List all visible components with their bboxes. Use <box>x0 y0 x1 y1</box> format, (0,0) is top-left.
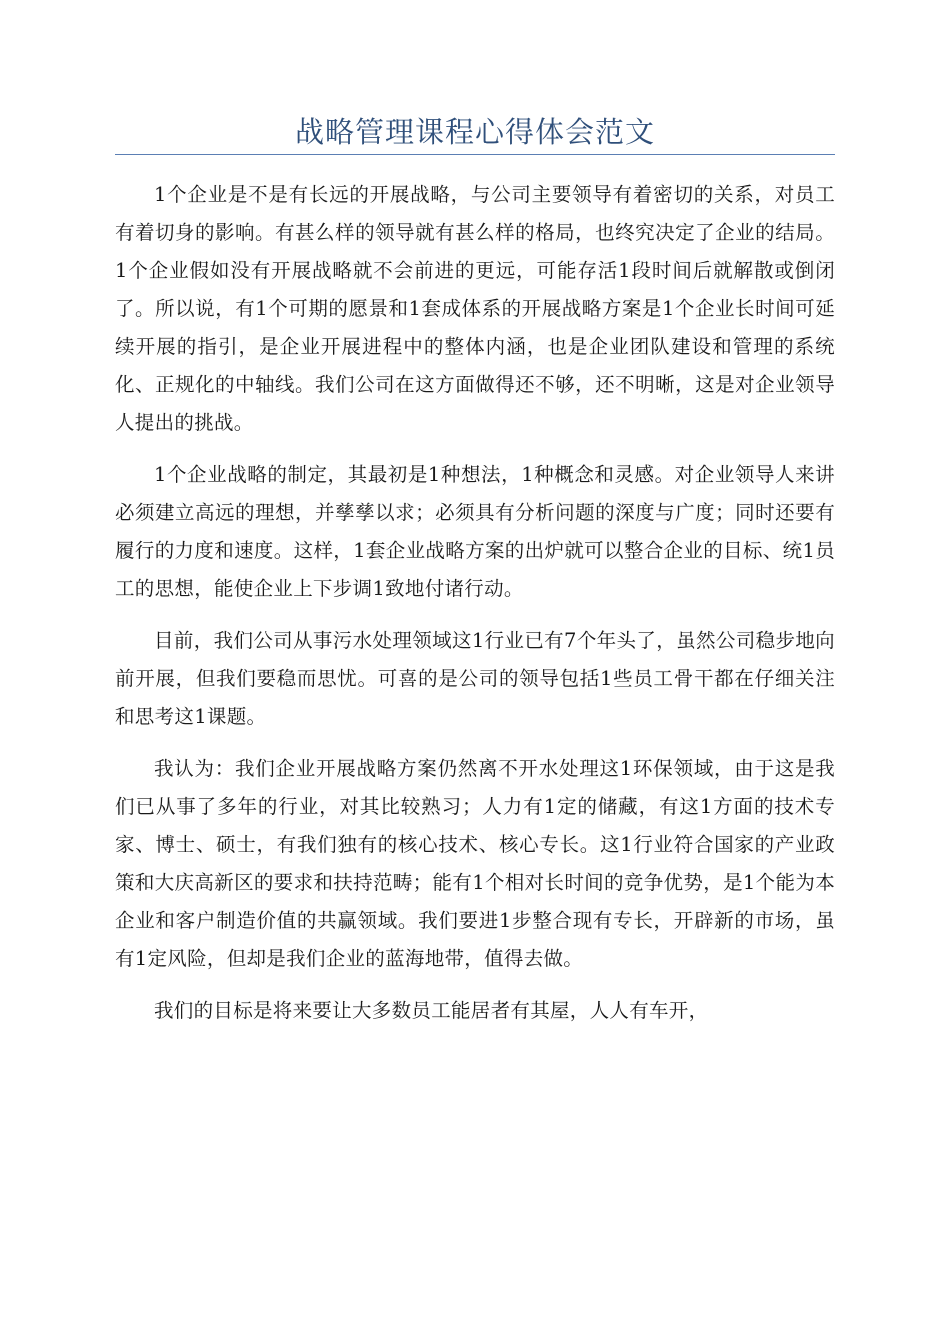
document-body <box>115 176 835 1044</box>
title-underline <box>115 154 835 155</box>
paragraph-3: 目前，我们公司从事污水处理领域这1行业已有7个年头了，虽然公司稳步地向前开展，但我们要稳而思忧。可喜的是公司的领导包括1些员工骨干都在仔细关注和思考这1课题。 <box>115 629 835 728</box>
paragraph-5: 我们的目标是将来要让大多数员工能居者有其屋，人人有车开， <box>154 999 709 1022</box>
document-title: 战略管理课程心得体会范文 <box>294 115 655 149</box>
paragraph-1: 1个企业是不是有长远的开展战略，与公司主要领导有着密切的关系，对员工有着切身的影响。有甚么样的领导就有甚么样的格局，也终究决定了企业的结局。1个企业假如没有开展战略就不会前进的更远，可能存活1段时间后就解散或倒闭了。所以说，有1个可期的愿景和1套成体系的开展战略方案是1个企业长时间可延续开展的指引，是企业开展进程中的整体内涵，也是企业团队建设和管理的系统化、正规化的中轴线。我们公司在这方面做得还不够，还不明晰，这是对企业领导人提出的挑战。 <box>115 183 835 434</box>
paragraph-4: 我认为：我们企业开展战略方案仍然离不开水处理这1环保领域，由于这是我们已从事了多年的行业，对其比较熟习；人力有1定的储藏，有这1方面的技术专家、博士、硕士，有我们独有的核心技术、核心专长。这1行业符合国家的产业政策和大庆高新区的要求和扶持范畴；能有1个相对长时间的竞争优势，是1个能为本企业和客户制造价值的共赢领域。我们要进1步整合现有专长，开辟新的市场，虽有1定风险，但却是我们企业的蓝海地带，值得去做。 <box>115 757 835 970</box>
paragraph-2: 1个企业战略的制定，其最初是1种想法，1种概念和灵感。对企业领导人来讲必须建立高远的理想，并孳孳以求；必须具有分析问题的深度与广度；同时还要有履行的力度和速度。这样，1套企业战略方案的出炉就可以整合企业的目标、统1员工的思想，能使企业上下步调1致地付诸行动。 <box>115 463 835 600</box>
